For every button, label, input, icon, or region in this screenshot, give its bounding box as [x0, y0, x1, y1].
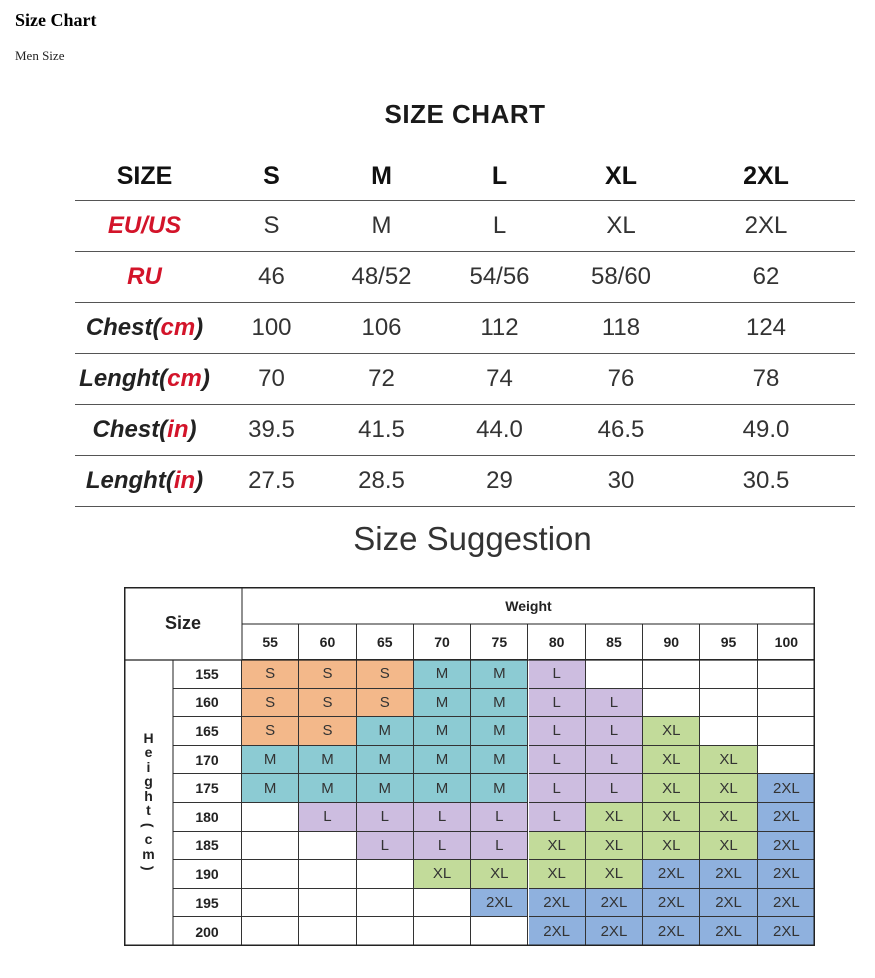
size-cell: 2XL — [700, 860, 757, 889]
size-cell: 2XL — [758, 889, 815, 918]
size-cell: M — [299, 746, 356, 775]
row-length-in — [75, 456, 855, 507]
row-chest-cm — [75, 303, 855, 354]
row-label-unit: cm — [167, 365, 202, 392]
height-row-155: 155 — [173, 660, 242, 689]
size-cell — [299, 917, 356, 946]
table-cell: 27.5 — [214, 456, 329, 507]
height-row-175: 175 — [173, 774, 242, 803]
size-cell: M — [299, 774, 356, 803]
table-cell: 48/52 — [329, 252, 434, 303]
table-cell: L — [434, 201, 565, 252]
size-cell: XL — [700, 774, 757, 803]
size-cell — [242, 917, 299, 946]
table-cell: 112 — [434, 303, 565, 354]
row-label-main: Chest( — [92, 416, 168, 443]
size-cell — [414, 889, 471, 918]
table-cell: 74 — [434, 354, 565, 405]
size-cell — [700, 717, 757, 746]
size-cell: XL — [586, 860, 643, 889]
table-cell: 46 — [214, 252, 329, 303]
size-cell: 2XL — [758, 803, 815, 832]
size-cell: XL — [643, 774, 700, 803]
height-row-185: 185 — [173, 832, 242, 861]
size-cell — [242, 860, 299, 889]
size-cell — [758, 660, 815, 689]
size-cell: L — [357, 803, 414, 832]
weight-header-60: 60 — [299, 624, 356, 660]
size-cell — [758, 717, 815, 746]
size-cell: L — [586, 717, 643, 746]
height-row-195: 195 — [173, 889, 242, 918]
size-cell: M — [414, 660, 471, 689]
row-label: Chest(in) — [75, 405, 214, 456]
table-cell: 58/60 — [565, 252, 677, 303]
row-eu-us — [75, 201, 855, 252]
weight-label: Weight — [505, 597, 552, 614]
table-cell: 30.5 — [677, 456, 855, 507]
row-label-unit: RU — [127, 263, 162, 290]
size-cell: M — [357, 774, 414, 803]
size-cell: M — [414, 774, 471, 803]
table-cell: 28.5 — [329, 456, 434, 507]
size-cell — [643, 660, 700, 689]
size-cell: 2XL — [758, 917, 815, 946]
row-label-main: Lenght( — [79, 365, 168, 392]
height-row-200: 200 — [173, 917, 242, 946]
size-cell: 2XL — [758, 860, 815, 889]
size-header-l: L — [434, 153, 565, 201]
height-row-170: 170 — [173, 746, 242, 775]
size-header-xl: XL — [565, 153, 677, 201]
height-label-char: c — [144, 831, 153, 847]
size-cell — [700, 689, 757, 718]
table-cell: S — [214, 201, 329, 252]
size-cell: S — [357, 660, 414, 689]
size-cell: 2XL — [471, 889, 528, 918]
size-cell: 2XL — [586, 889, 643, 918]
size-cell: L — [471, 832, 528, 861]
weight-header-75: 75 — [471, 624, 528, 660]
size-cell: 2XL — [758, 832, 815, 861]
size-cell: L — [529, 660, 586, 689]
table-cell: M — [329, 201, 434, 252]
size-cell: L — [529, 717, 586, 746]
size-cell: 2XL — [700, 889, 757, 918]
row-label-unit: in — [167, 416, 189, 443]
weight-header-90: 90 — [643, 624, 700, 660]
size-cell: S — [242, 717, 299, 746]
row-label-unit: cm — [160, 314, 196, 341]
table-cell: 106 — [329, 303, 434, 354]
size-cell: XL — [414, 860, 471, 889]
page-subtitle: Men Size — [15, 48, 65, 63]
size-cell: L — [586, 774, 643, 803]
size-cell: XL — [643, 832, 700, 861]
height-label-char: g — [144, 773, 153, 789]
size-cell: 2XL — [586, 917, 643, 946]
size-cell: S — [299, 689, 356, 718]
size-cell: L — [357, 832, 414, 861]
size-cell: M — [414, 689, 471, 718]
table-cell: 78 — [677, 354, 855, 405]
size-cell — [643, 689, 700, 718]
size-cell — [299, 832, 356, 861]
size-cell: XL — [643, 746, 700, 775]
size-cell: L — [471, 803, 528, 832]
size-cell — [700, 660, 757, 689]
height-label-char: H — [143, 729, 154, 746]
table-cell: 118 — [565, 303, 677, 354]
size-cell — [299, 860, 356, 889]
size-cell: XL — [529, 860, 586, 889]
size-cell: XL — [700, 803, 757, 832]
size-cell: L — [586, 746, 643, 775]
table-cell: 76 — [565, 354, 677, 405]
size-cell — [299, 889, 356, 918]
height-label-char: t — [146, 802, 151, 818]
height-label-char: i — [146, 758, 151, 775]
size-header-s: S — [214, 153, 329, 201]
table-cell: 29 — [434, 456, 565, 507]
weight-header-55: 55 — [242, 624, 299, 660]
size-cell — [357, 917, 414, 946]
size-cell: 2XL — [758, 774, 815, 803]
size-cell: L — [529, 774, 586, 803]
table-cell: 30 — [565, 456, 677, 507]
size-cell: XL — [700, 832, 757, 861]
weight-header-65: 65 — [357, 624, 414, 660]
size-cell: M — [414, 746, 471, 775]
size-cell: M — [242, 746, 299, 775]
size-cell: L — [529, 746, 586, 775]
size-cell: M — [357, 746, 414, 775]
size-cell: XL — [643, 803, 700, 832]
size-cell: M — [471, 774, 528, 803]
size-cell: 2XL — [529, 917, 586, 946]
row-label-main: Chest( — [85, 314, 161, 341]
size-cell: 2XL — [643, 889, 700, 918]
height-row-180: 180 — [173, 803, 242, 832]
weight-header-70: 70 — [414, 624, 471, 660]
size-cell — [242, 889, 299, 918]
size-cell: S — [242, 689, 299, 718]
height-row-190: 190 — [173, 860, 242, 889]
height-label-char: e — [144, 744, 153, 760]
size-header-row — [75, 153, 855, 201]
grid-size-label: Size — [164, 613, 202, 633]
table-cell: 100 — [214, 303, 329, 354]
row-label: Lenght(in) — [75, 456, 214, 507]
size-cell: XL — [471, 860, 528, 889]
height-label-char: ( — [140, 822, 157, 828]
size-cell: S — [299, 717, 356, 746]
row-label-unit: EU/US — [107, 212, 182, 239]
height-label-char: h — [144, 787, 153, 804]
table-cell: 70 — [214, 354, 329, 405]
size-cell: XL — [700, 746, 757, 775]
size-cell — [586, 660, 643, 689]
size-cell — [357, 889, 414, 918]
size-cell: L — [529, 803, 586, 832]
height-label-char: ) — [140, 865, 157, 871]
size-cell: M — [357, 717, 414, 746]
weight-header-85: 85 — [586, 624, 643, 660]
size-cell: L — [414, 832, 471, 861]
size-cell — [758, 746, 815, 775]
size-header-label: SIZE — [75, 153, 214, 201]
size-cell: S — [299, 660, 356, 689]
size-cell — [242, 803, 299, 832]
weight-header-95: 95 — [700, 624, 757, 660]
height-label — [124, 660, 173, 946]
row-label — [75, 252, 214, 303]
table-cell: 124 — [677, 303, 855, 354]
size-cell — [242, 832, 299, 861]
size-chart-table — [75, 153, 855, 507]
table-cell: 2XL — [677, 201, 855, 252]
size-cell — [471, 917, 528, 946]
table-cell: 49.0 — [677, 405, 855, 456]
size-cell — [758, 689, 815, 718]
height-row-160: 160 — [173, 689, 242, 718]
height-label-char: m — [142, 845, 155, 862]
size-cell: 2XL — [700, 917, 757, 946]
size-chart-title: SIZE CHART — [384, 99, 546, 129]
weight-header-100: 100 — [758, 624, 815, 660]
row-label: Chest(cm) — [75, 303, 214, 354]
size-header-m: M — [329, 153, 434, 201]
size-cell: M — [242, 774, 299, 803]
size-cell: M — [471, 689, 528, 718]
size-cell: S — [242, 660, 299, 689]
size-cell: 2XL — [643, 917, 700, 946]
row-label-main: Lenght( — [85, 467, 174, 494]
table-cell: 62 — [677, 252, 855, 303]
size-cell: M — [471, 746, 528, 775]
size-cell: XL — [529, 832, 586, 861]
size-cell: XL — [586, 832, 643, 861]
table-cell: 54/56 — [434, 252, 565, 303]
table-cell: 46.5 — [565, 405, 677, 456]
row-label: Lenght(cm) — [75, 354, 214, 405]
size-cell: S — [357, 689, 414, 718]
size-cell: M — [414, 717, 471, 746]
table-cell: 44.0 — [434, 405, 565, 456]
size-cell: L — [586, 689, 643, 718]
row-label — [75, 201, 214, 252]
size-cell — [414, 917, 471, 946]
table-cell: 41.5 — [329, 405, 434, 456]
size-cell: L — [529, 689, 586, 718]
height-row-165: 165 — [173, 717, 242, 746]
size-cell: M — [471, 717, 528, 746]
table-cell: 72 — [329, 354, 434, 405]
size-header-2xl: 2XL — [677, 153, 855, 201]
size-cell: L — [414, 803, 471, 832]
size-suggestion-title: Size Suggestion — [353, 520, 592, 557]
size-cell: 2XL — [529, 889, 586, 918]
table-cell: XL — [565, 201, 677, 252]
size-cell: XL — [643, 717, 700, 746]
size-cell: M — [471, 660, 528, 689]
size-cell: 2XL — [643, 860, 700, 889]
row-chest-in — [75, 405, 855, 456]
row-ru — [75, 252, 855, 303]
weight-header-80: 80 — [529, 624, 586, 660]
size-suggestion-grid — [124, 587, 815, 946]
size-cell — [357, 860, 414, 889]
size-cell: L — [299, 803, 356, 832]
row-label-unit: in — [173, 467, 196, 494]
size-cell: XL — [586, 803, 643, 832]
row-length-cm — [75, 354, 855, 405]
table-cell: 39.5 — [214, 405, 329, 456]
page-title: Size Chart — [15, 10, 97, 30]
